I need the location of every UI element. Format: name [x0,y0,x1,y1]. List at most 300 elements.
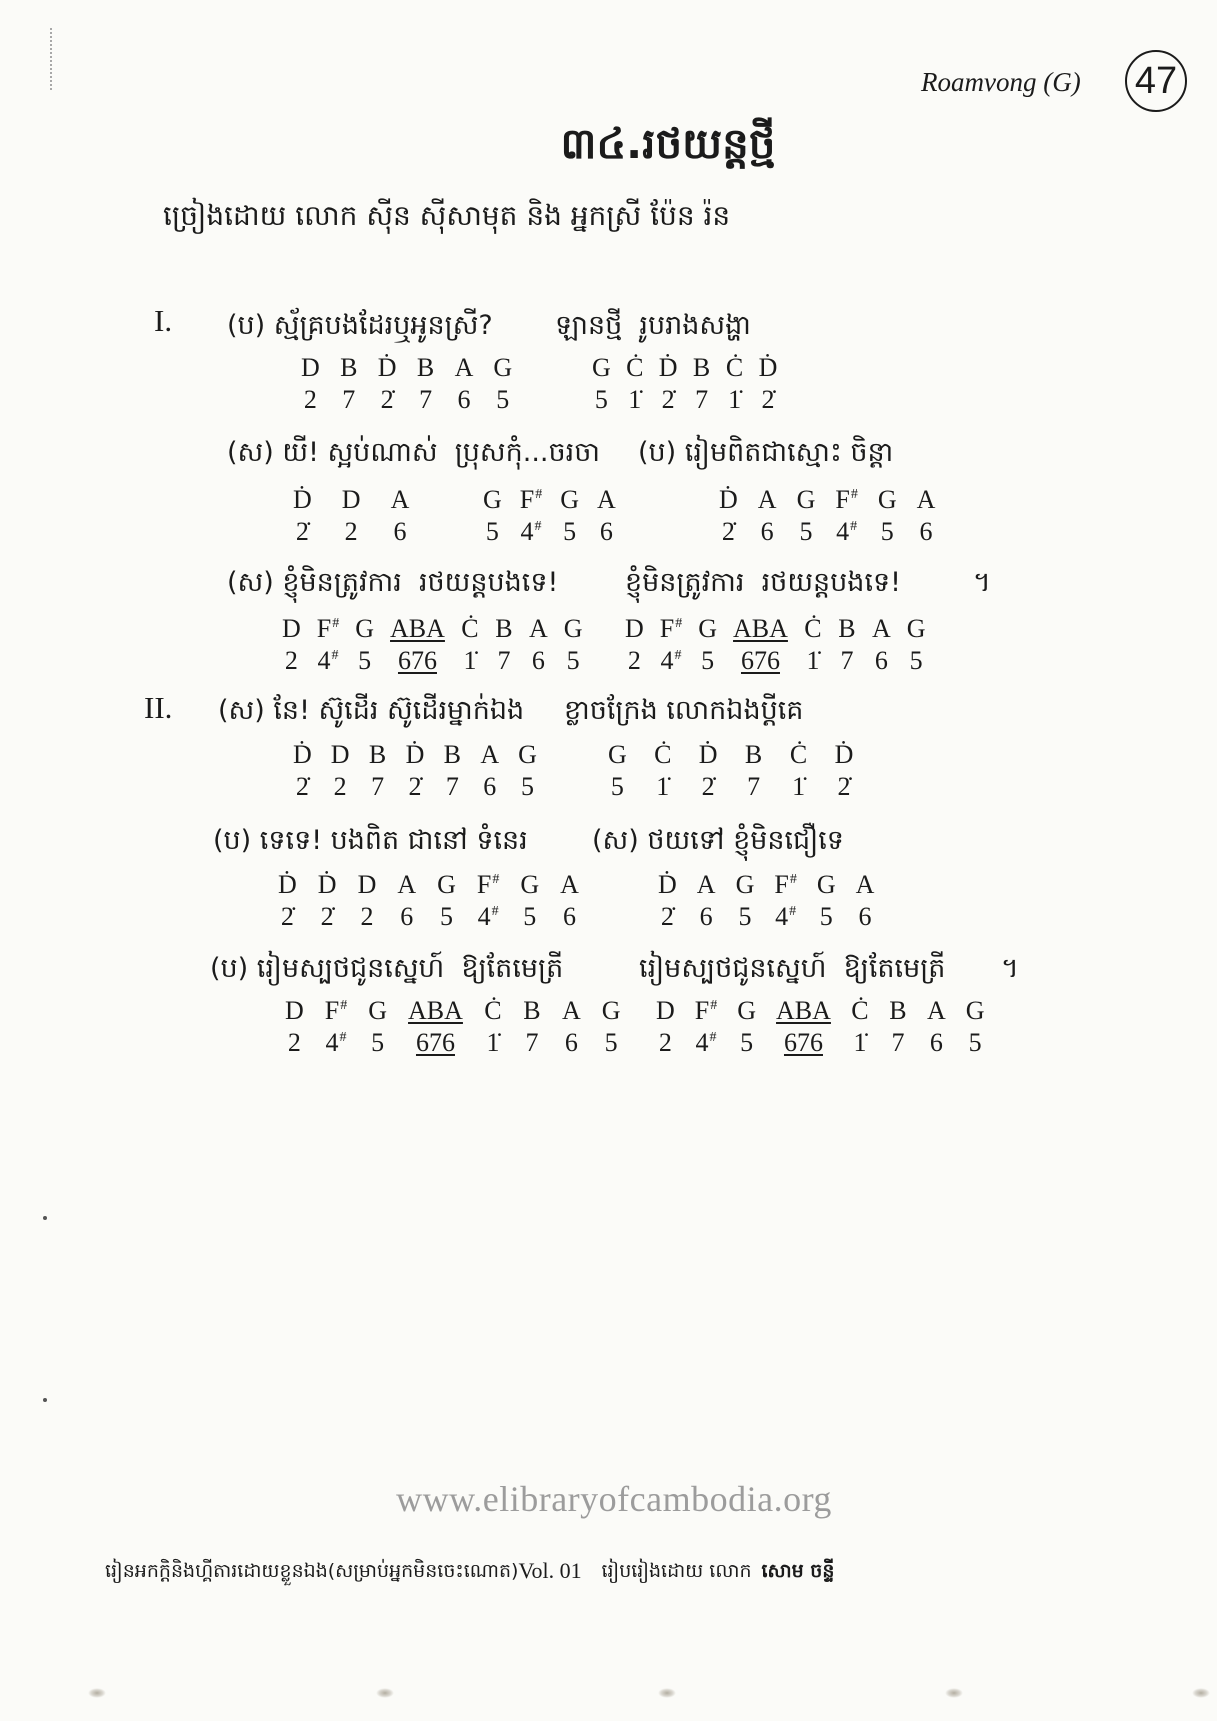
note-number: 5 [594,385,608,414]
note-column [358,869,377,933]
note-group [293,484,409,548]
note-group [608,739,853,803]
note-column [417,352,435,416]
note-column [483,484,502,548]
lyrics-line [210,949,1019,989]
note-number: 676 [783,1028,823,1057]
scan-speckle [376,1688,394,1698]
lyrics-phrase: ខ្លាចក្រែង លោកឯងប្ដីគេ [564,695,804,726]
note-number: 5 [358,646,372,675]
note-letter: Ḋ [658,353,678,382]
note-number: 4# [660,646,682,675]
note-letter: Ḋ [317,870,337,899]
page-footer [105,1556,834,1586]
note-column [461,613,479,677]
note-letter: B [495,614,513,643]
note-number: 676 [415,1028,455,1057]
note-column [523,995,541,1059]
note-letter: B [416,353,435,382]
note-column [790,739,808,803]
scan-dot [43,1398,47,1402]
note-column [835,739,854,803]
note-column [408,995,463,1059]
note-column [520,869,539,933]
note-column [917,484,936,548]
note-number: 7 [419,385,433,414]
note-number: 2̇ [761,385,775,414]
sharp-sign: # [332,616,340,631]
note-column [699,739,718,803]
sharp-sign: # [331,648,339,663]
note-number: 4# [695,1028,717,1057]
note-group [483,484,616,548]
song-title: ៣៤.រថយន្តថ្មី [560,119,776,168]
note-number: 2 [344,517,358,546]
lyrics-phrase: រៀមស្បថជូនស្នេហ៍ ឱ្យតែមេត្រី [639,953,946,984]
note-column [278,869,297,933]
note-number: 6 [919,517,933,546]
note-column [480,739,499,803]
note-letter: A [390,485,410,514]
note-letter: Ḋ [698,740,718,769]
note-number: 2̇ [408,772,422,801]
note-letter: G [737,996,757,1025]
note-letter: Ḋ [834,740,854,769]
note-column [293,739,312,803]
note-letter: B [838,614,856,643]
note-number: 4# [317,646,339,675]
section-label: II. [144,690,173,725]
note-number: 5 [440,902,454,931]
scan-speckle [658,1688,676,1698]
note-group [719,484,935,548]
book-title: រៀនអកក្ដិនិងហ្គីតារដោយខ្លួនឯង(សម្រាប់អ្នកមិនចេះណោត) [105,1560,519,1582]
note-letter: ABA [733,614,788,643]
note-group [282,613,583,677]
note-number: 5 [610,772,624,801]
note-letter: F# [324,996,348,1025]
note-letter: G [698,614,718,643]
note-number: 5 [740,1028,754,1057]
sharp-sign: # [850,487,858,502]
note-number: 6 [531,646,545,675]
note-letter: G [520,870,540,899]
note-column [835,484,857,548]
note-letter: A [561,996,581,1025]
note-number: 1̇ [486,1028,500,1057]
note-letter: Ḋ [293,740,312,769]
note-letter: D [625,614,644,643]
note-number: 5 [523,902,537,931]
note-number: 4# [477,902,499,931]
note-column [529,613,548,677]
note-letter: D [357,870,377,899]
note-column [520,484,542,548]
note-column [455,352,474,416]
note-number: 4# [520,517,542,546]
note-column [838,613,856,677]
note-letter: G [563,614,583,643]
note-column [437,869,456,933]
note-number: 5 [819,902,833,931]
note-letter: F# [519,485,543,514]
note-letter: B [744,740,763,769]
note-letter: Ḋ [293,485,312,514]
note-number: 6 [760,517,774,546]
note-number: 6 [563,902,577,931]
sharp-sign: # [674,648,682,663]
scan-dot [43,1216,47,1220]
section-label: I. [154,303,173,338]
note-letter: D [656,996,675,1025]
sharp-sign: # [789,904,797,919]
note-letter: A [855,870,875,899]
note-number: 6 [457,385,471,414]
note-column [804,613,822,677]
note-letter: G [906,614,926,643]
note-number: 2 [658,1028,672,1057]
note-letter: F# [476,870,500,899]
note-number: 7 [747,772,761,801]
note-number: 6 [858,902,872,931]
note-column [560,484,579,548]
note-letter: A [916,485,936,514]
note-number: 5 [566,646,580,675]
note-number: 2 [360,902,374,931]
book-section-label: Roamvong (G) [921,67,1081,97]
note-column [851,995,869,1059]
note-number: 5 [563,517,577,546]
note-column [340,352,358,416]
note-letter: D [341,485,361,514]
note-number: 7 [497,646,511,675]
sharp-sign: # [535,487,543,502]
note-number: 7 [342,385,356,414]
note-letter: A [454,353,474,382]
note-number: 5 [521,772,535,801]
note-group [625,613,926,677]
note-number: 2̇ [380,385,394,414]
note-number: 7 [371,772,385,801]
note-column [878,484,897,548]
lyrics-phrase: (ស) ថយទៅ ខ្ញុំមិនជឿទេ [592,825,844,856]
note-number: 7 [891,1028,905,1057]
sharp-sign: # [789,872,797,887]
note-letter: D [330,740,350,769]
note-number: 676 [740,646,780,675]
note-column [317,613,339,677]
note-column [817,869,836,933]
note-number: 5 [496,385,510,414]
note-letter: F# [316,614,340,643]
note-column [726,352,744,416]
note-number: 5 [799,517,813,546]
lyrics-phrase: (ប) រៀមពិតជាស្មោះ ចិន្ដា [638,437,894,468]
note-column [560,869,579,933]
note-number: 5 [968,1028,982,1057]
sharp-sign: # [340,998,348,1013]
note-letter: ABA [408,996,463,1025]
note-letter: Ḋ [377,353,397,382]
note-letter: B [340,353,358,382]
note-letter: A [560,870,579,899]
note-letter: D [301,353,320,382]
note-letter: A [757,485,777,514]
end-of-phrase-mark: ។ [1001,953,1019,984]
note-column [282,613,301,677]
note-number: 2 [284,646,298,675]
note-letter: A [528,614,548,643]
note-column [966,995,985,1059]
note-column [737,995,756,1059]
note-letter: Ċ [626,353,644,382]
note-group [658,869,874,933]
note-number: 2̇ [837,772,851,801]
note-number: 2 [303,385,317,414]
note-column [736,869,755,933]
lyrics-line [218,691,803,731]
note-column [776,995,831,1059]
note-column [759,352,778,416]
note-number: 5 [371,1028,385,1057]
note-number: 4# [325,1028,347,1057]
note-column [927,995,946,1059]
note-letter: F# [694,996,718,1025]
note-letter: Ċ [804,614,822,643]
lyrics-line [227,433,893,473]
note-column [285,995,304,1059]
note-letter: ABA [390,614,445,643]
note-column [355,613,374,677]
note-number: 5 [909,646,923,675]
scan-speckle [88,1688,106,1698]
note-number: 7 [445,772,459,801]
note-number: 2 [287,1028,301,1057]
note-number: 4# [775,902,797,931]
note-column [369,739,387,803]
note-column [443,739,461,803]
note-letter: G [437,870,456,899]
note-group [592,352,777,416]
note-column [562,995,581,1059]
note-number: 2̇ [295,517,309,546]
page-number-circle [1125,50,1187,112]
note-letter: Ċ [654,740,672,769]
note-letter: G [796,485,816,514]
lyrics-phrase: (ប) ទេទេ! បងពិត ជានៅ ទំនេរ [213,825,528,856]
note-column [378,352,397,416]
note-number: 5 [604,1028,618,1057]
scan-speckle [1192,1688,1210,1698]
note-number: 2 [333,772,347,801]
website-watermark: www.elibraryofcambodia.org [396,1479,832,1519]
note-letter: B [443,740,462,769]
sharp-sign: # [709,1030,717,1045]
note-group [293,739,537,803]
sharp-sign: # [492,872,500,887]
note-letter: ABA [776,996,831,1025]
note-number: 1̇ [656,772,670,801]
note-letter: Ċ [461,614,479,643]
note-column [659,352,678,416]
note-letter: G [601,996,621,1025]
note-number: 5 [738,902,752,931]
note-column [654,739,672,803]
note-column [342,484,361,548]
lyrics-line [227,306,751,346]
note-column [872,613,891,677]
scan-speckle [945,1688,963,1698]
note-column [745,739,763,803]
note-column [564,613,583,677]
note-number: 5 [880,517,894,546]
note-letter: Ḋ [758,353,778,382]
note-column [293,484,312,548]
note-number: 2̇ [295,772,309,801]
note-letter: B [523,996,541,1025]
lyrics-phrase: (ស) ខ្ញុំមិនត្រូវការ រថយន្តបងទេ! [227,567,559,598]
lyrics-phrase: ឡានថ្មី រូបរាងសង្ហា [555,310,751,341]
note-number: 6 [483,772,497,801]
note-letter: A [397,870,417,899]
note-number: 1̇ [853,1028,867,1057]
note-letter: B [368,740,387,769]
note-number: 6 [400,902,414,931]
lyrics-phrase: ខ្ញុំមិនត្រូវការ រថយន្តបងទេ! [625,567,901,598]
note-group [285,995,621,1059]
note-letter: A [926,996,946,1025]
note-column [907,613,926,677]
note-letter: A [871,614,891,643]
note-number: 2̇ [320,902,334,931]
lyrics-line [213,821,844,861]
note-letter: G [483,485,502,514]
note-letter: D [285,996,304,1025]
note-number: 2̇ [660,902,674,931]
note-number: 2 [627,646,641,675]
note-letter: G [592,353,611,382]
note-letter: Ċ [484,996,502,1025]
note-number: 7 [840,646,854,675]
note-column [698,613,717,677]
note-column [658,869,677,933]
lyrics-phrase: (ប) រៀមស្បថជូនស្នេហ៍ ឱ្យតែមេត្រី [210,953,564,984]
note-number: 6 [393,517,407,546]
note-number: 2̇ [661,385,675,414]
arranger-name: សោម ចន្ទី [761,1560,835,1582]
note-number: 4# [836,517,858,546]
note-letter: Ḋ [278,870,297,899]
note-letter: G [816,870,836,899]
note-column [660,613,682,677]
note-letter: G [735,870,755,899]
note-number: 6 [874,646,888,675]
song-credit: ច្រៀងដោយ លោក ស៊ីន ស៊ីសាមុត និង អ្នកស្រី ប៉ែន រ៉ន [163,199,731,232]
note-number: 1̇ [463,646,477,675]
note-column [889,995,907,1059]
note-column [625,613,644,677]
note-group [301,352,512,416]
sharp-sign: # [491,904,499,919]
note-number: 6 [699,902,713,931]
note-column [391,484,410,548]
note-column [592,352,611,416]
note-number: 1̇ [792,772,806,801]
note-column [758,484,777,548]
note-column [693,352,711,416]
note-column [301,352,320,416]
lyrics-line [227,563,991,603]
note-number: 2̇ [701,772,715,801]
note-number: 1̇ [806,646,820,675]
note-letter: A [696,870,716,899]
note-letter: G [965,996,985,1025]
page-number: 47 [1134,60,1178,102]
note-column [325,995,347,1059]
note-group [278,869,579,933]
note-number: 5 [485,517,499,546]
note-number: 676 [397,646,437,675]
note-column [318,869,337,933]
note-number: 5 [701,646,715,675]
volume-label: Vol. 01 [518,1558,582,1583]
note-number: 1̇ [628,385,642,414]
note-letter: Ċ [851,996,869,1025]
note-group [656,995,985,1059]
note-letter: A [480,740,500,769]
note-column [856,869,875,933]
note-column [608,739,627,803]
note-letter: G [560,485,580,514]
note-letter: G [877,485,897,514]
note-number: 2̇ [280,902,294,931]
note-letter: A [597,485,616,514]
lyrics-phrase: (ស) នែ! ស៊ូដើរ ស៊ូដើរម្នាក់ឯង [218,695,525,726]
sharp-sign: # [534,519,542,534]
note-letter: B [889,996,907,1025]
note-column [626,352,644,416]
note-column [719,484,738,548]
sharp-sign: # [850,519,858,534]
note-letter: G [608,740,627,769]
note-column [368,995,387,1059]
note-letter: D [282,614,301,643]
note-letter: Ċ [725,353,744,382]
note-column [733,613,788,677]
note-letter: G [355,614,375,643]
note-letter: F# [835,485,858,514]
note-column [331,739,350,803]
note-column [597,484,616,548]
note-column [406,739,425,803]
note-column [602,995,621,1059]
note-letter: F# [774,870,797,899]
note-number: 7 [695,385,709,414]
note-column [477,869,499,933]
note-column [397,869,416,933]
note-number: 6 [599,517,613,546]
sharp-sign: # [710,998,718,1013]
note-column [656,995,675,1059]
note-column [484,995,502,1059]
note-letter: G [518,740,537,769]
note-column [518,739,537,803]
note-letter: B [692,353,711,382]
note-letter: G [368,996,388,1025]
note-number: 6 [929,1028,943,1057]
note-number: 1̇ [728,385,742,414]
note-column [390,613,445,677]
